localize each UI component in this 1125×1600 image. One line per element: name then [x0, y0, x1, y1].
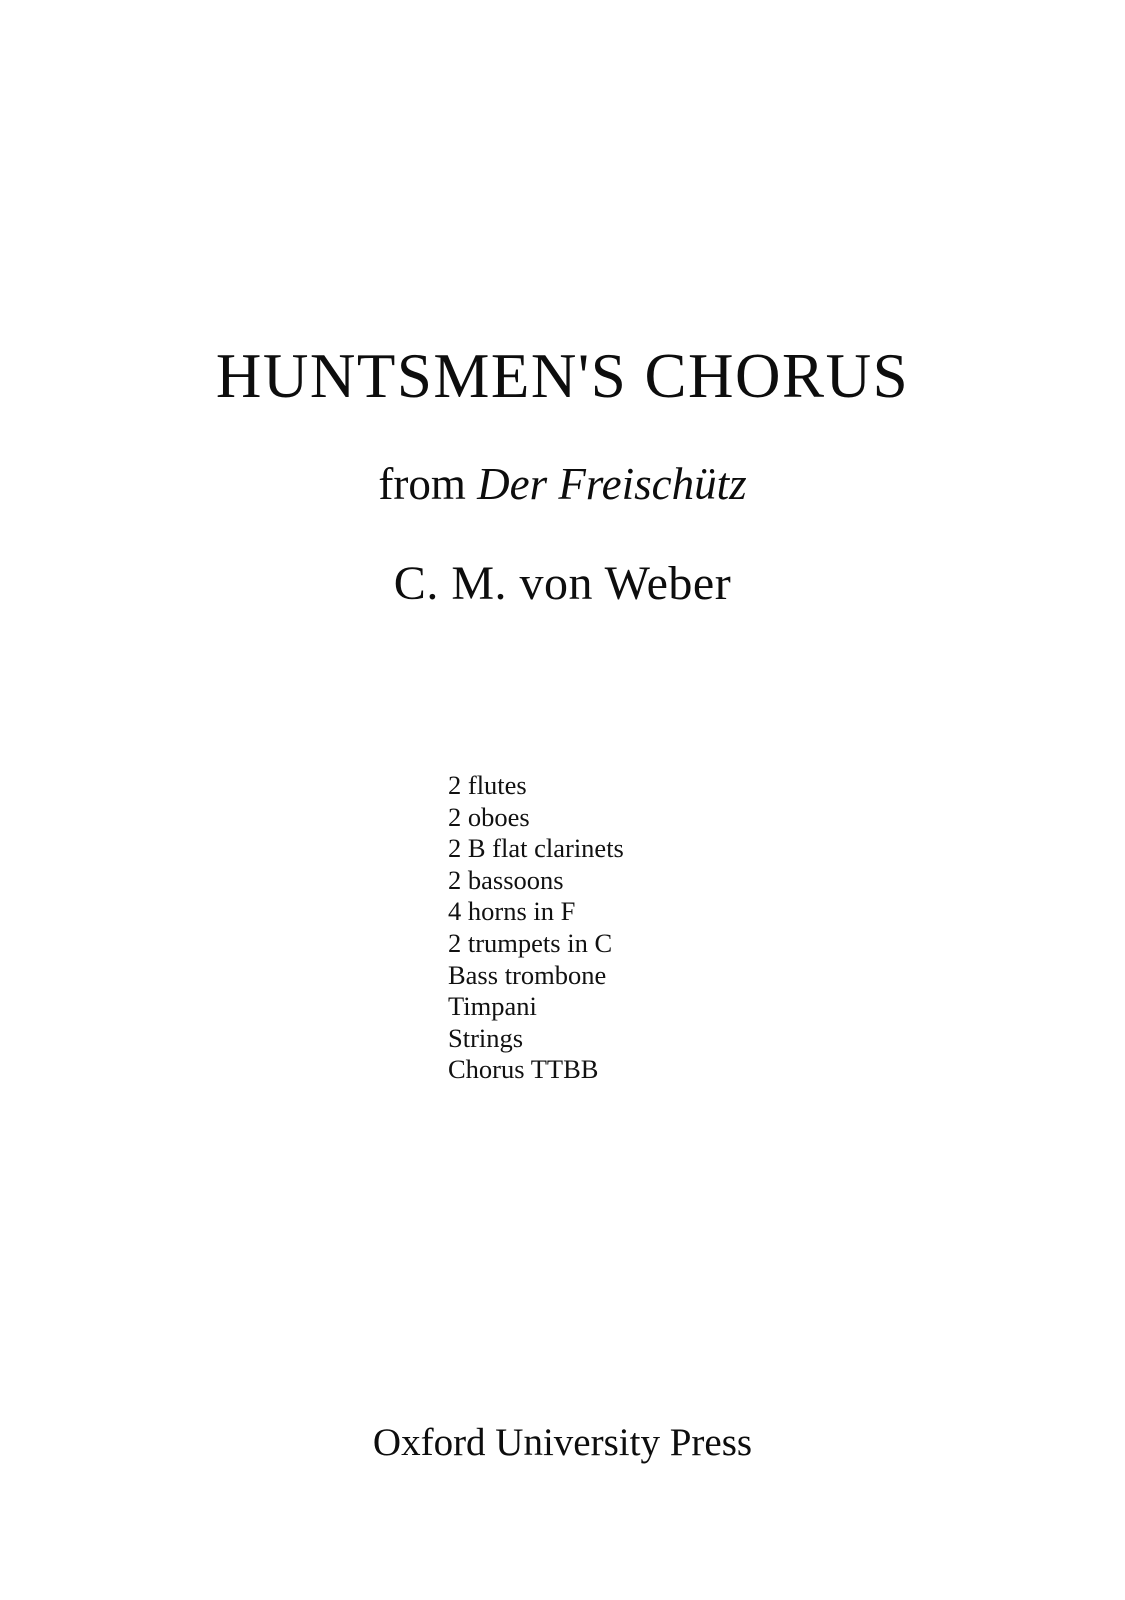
list-item: 2 bassoons — [448, 864, 564, 895]
composer-name: C. M. von Weber — [393, 557, 732, 611]
source-work-line — [0, 412, 1125, 510]
list-item: 2 B flat clarinets — [448, 833, 624, 864]
list-item: Bass trombone — [448, 959, 607, 990]
title-block — [0, 340, 1125, 611]
list-item: 2 flutes — [448, 770, 527, 800]
list-item: 2 trumpets in C — [448, 927, 613, 958]
list-item: Strings — [448, 1022, 524, 1053]
instrumentation-list — [448, 770, 868, 1086]
list-item: Timpani — [448, 991, 537, 1022]
list-item: 2 oboes — [448, 801, 530, 832]
subtitle-prefix: from — [378, 459, 478, 510]
list-item: 4 horns in F — [448, 896, 576, 927]
list-item: Chorus TTBB — [448, 1054, 599, 1085]
work-title: Der Freischütz — [477, 459, 747, 510]
page-title: HUNTSMEN'S CHORUS — [215, 341, 910, 411]
publisher-name: Oxford University Press — [372, 1421, 753, 1464]
